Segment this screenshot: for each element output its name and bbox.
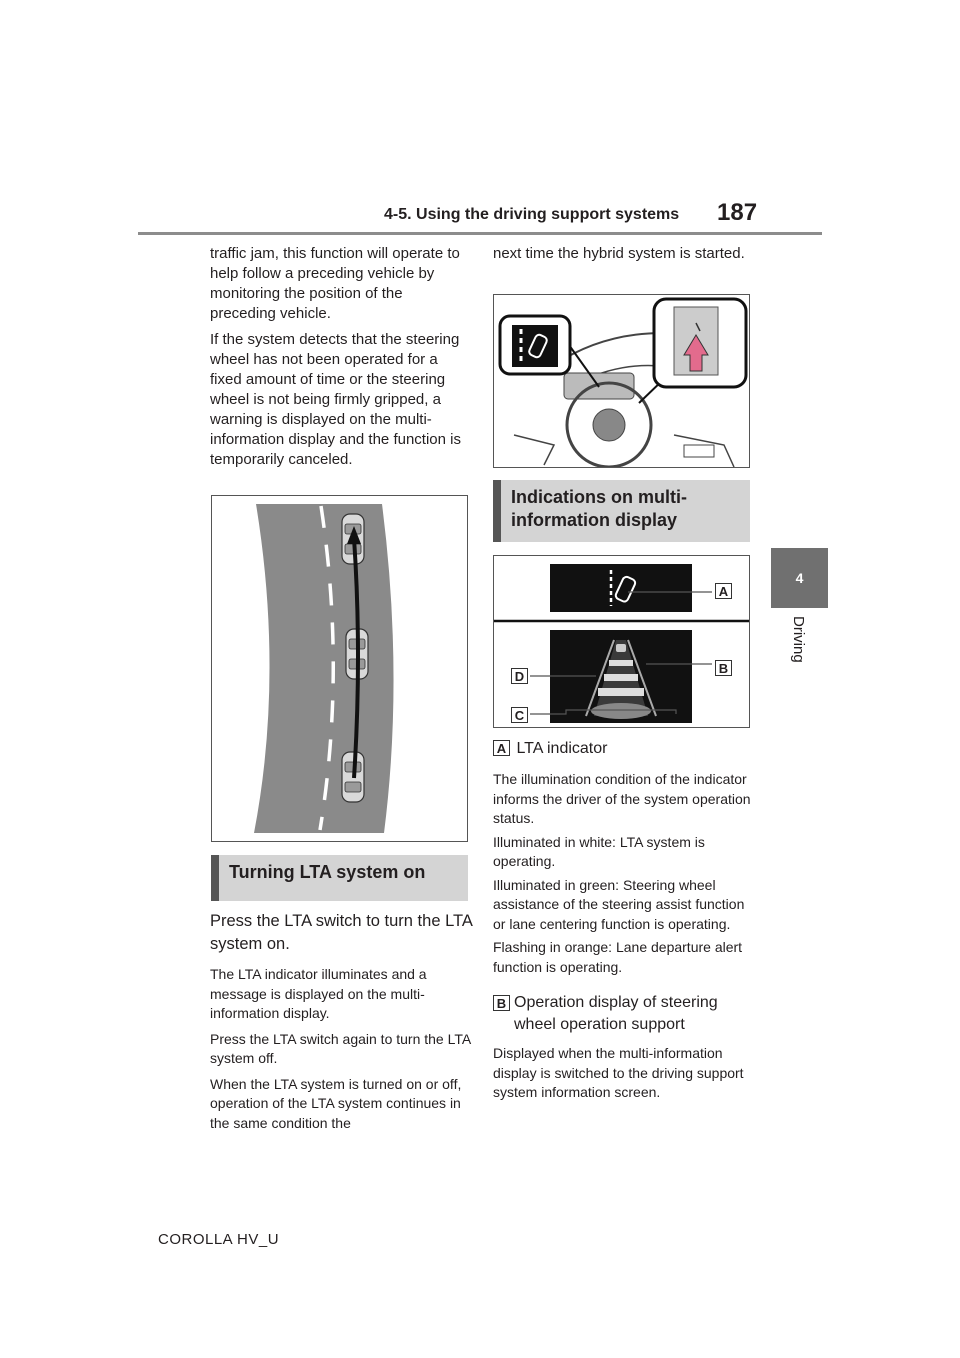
paragraph: Flashing in orange: Lane departure alert function is operating. <box>493 939 743 975</box>
lta-indicator-callout <box>500 316 570 374</box>
section-heading-text: Turning LTA system on <box>229 862 426 882</box>
lta-switch-illustration <box>493 294 750 468</box>
left-column-text <box>210 244 472 470</box>
paragraph: Illuminated in white: LTA system is operating. <box>493 833 705 869</box>
item-a <box>493 738 751 977</box>
paragraph: When the LTA system is turned on or off, operation of the LTA system continues in the same condition the <box>210 1075 462 1131</box>
paragraph: The LTA indicator illuminates and a message is displayed on the multi-information display. <box>210 966 427 1021</box>
turning-on-body <box>210 910 472 1133</box>
section-heading-text: Indications on multi-information display <box>511 487 687 530</box>
display-drawing <box>494 556 749 727</box>
dashboard-drawing <box>494 295 749 467</box>
road-drawing <box>212 496 467 841</box>
multi-information-display-illustration <box>493 555 750 728</box>
chapter-label: Driving <box>790 616 807 663</box>
paragraph: traffic jam, this function will operate to help follow a preceding vehicle by monitoring the position of the preceding vehicle. <box>210 245 460 322</box>
paragraph: next time the hybrid system is started. <box>493 245 745 262</box>
callout-label-a: A <box>715 583 732 599</box>
paragraph: If the system detects that the steering wheel has not been operated for a fixed amount of time or the steering wheel is not being firmly gripped, a warning is displayed on the multi-information display and the function is temporarily canceled. <box>210 331 461 468</box>
paragraph: Displayed when the multi-information display is switched to the driving support system information screen. <box>493 1045 744 1100</box>
item-a-title-row <box>493 738 751 760</box>
paragraph: Illuminated in green: Steering wheel assistance of the steering assist function or lane centering function is operating. <box>493 876 745 932</box>
item-b <box>493 992 751 1103</box>
item-a-label: A <box>493 740 510 756</box>
chapter-tab <box>771 548 828 608</box>
paragraph: The illumination condition of the indicator informs the driver of the system operation status. <box>493 771 751 826</box>
item-b-title-row <box>493 992 751 1036</box>
item-a-title: LTA indicator <box>516 740 608 757</box>
callout-label-c: C <box>511 707 528 723</box>
lane-centering-illustration <box>211 495 468 842</box>
footer-model: COROLLA HV_U <box>158 1231 280 1248</box>
page-number: 187 <box>717 199 758 226</box>
section-heading-indications <box>493 480 750 542</box>
header-rule <box>138 232 822 235</box>
running-header-title: 4-5. Using the driving support systems <box>384 206 680 223</box>
right-column-text <box>493 244 751 264</box>
lta-switch-callout <box>654 299 746 387</box>
item-b-title: Operation display of steering wheel operation support <box>514 994 718 1033</box>
section-heading-turning-on <box>211 855 468 901</box>
callout-label-b: B <box>715 660 732 676</box>
item-b-label: B <box>493 995 510 1011</box>
callout-label-d: D <box>511 668 528 684</box>
paragraph: Press the LTA switch again to turn the LTA system off. <box>210 1030 471 1066</box>
chapter-number: 4 <box>795 570 804 586</box>
instruction-text: Press the LTA switch to turn the LTA system on. <box>210 912 472 953</box>
